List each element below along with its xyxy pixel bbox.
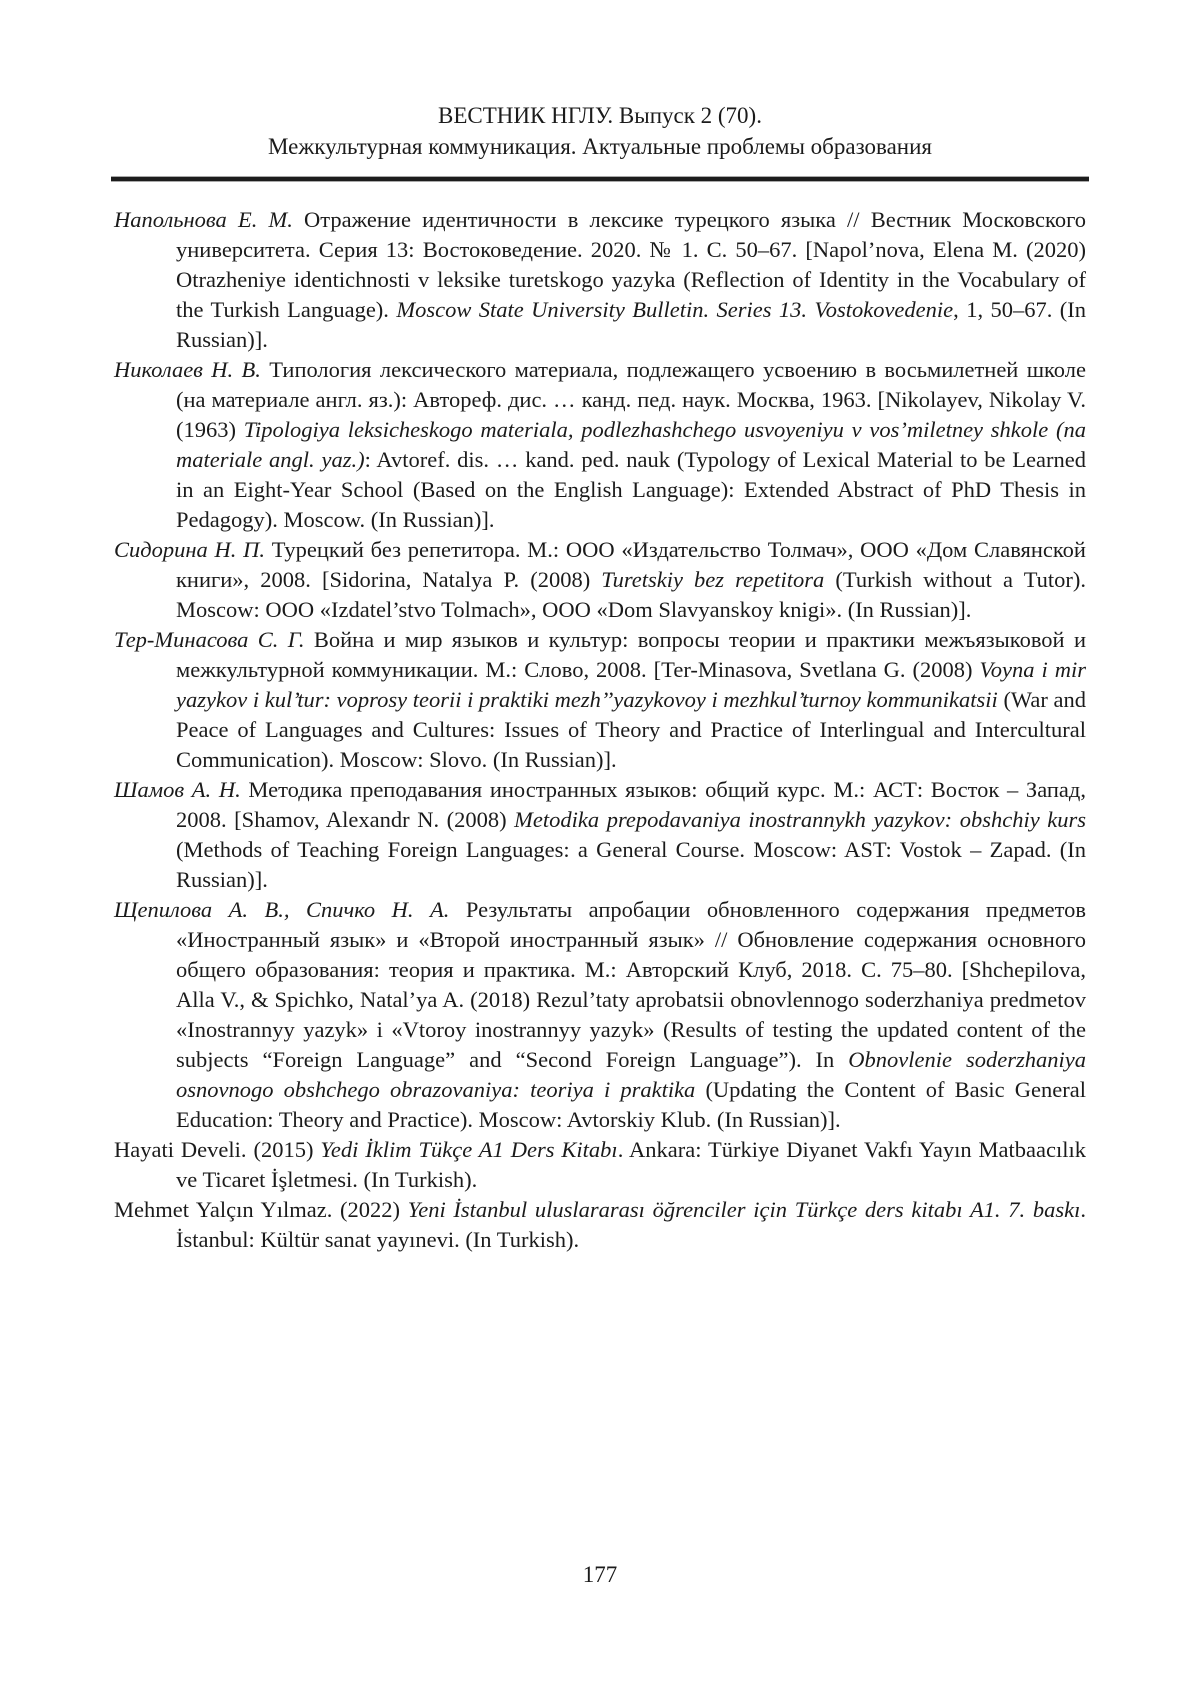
reference-entry bbox=[114, 205, 1086, 355]
reference-italic-segment: Yedi İklim Tükçe A1 Ders Kitabı bbox=[320, 1137, 618, 1162]
reference-text-segment: (Updating the Content of Basic General Education: Theory and Practice). Moscow: Avtorskiy Klub. (In Russian)]. bbox=[176, 1077, 1086, 1132]
reference-text-segment: (War and Peace of Languages and Cultures: Issues of Theory and Practice of Interlingual and Intercultural Communication). Moscow: Slovo. (In Russian)]. bbox=[176, 687, 1086, 772]
reference-italic-segment: Напольнова Е. М. bbox=[114, 207, 293, 232]
reference-text-segment: (Turkish without a Tutor). Moscow: OOO «Izdatel’stvo Tolmach», OOO «Dom Slavyanskoy knigi». (In Russian)]. bbox=[176, 567, 1087, 622]
reference-text-segment: Hayati Develi. (2015) bbox=[114, 1137, 321, 1162]
reference-italic-segment: Щепилова А. В., Спичко Н. А. bbox=[114, 897, 450, 922]
reference-italic-segment: Turetskiy bez repetitora bbox=[601, 567, 825, 592]
journal-title: ВЕСТНИК НГЛУ. Выпуск 2 (70). bbox=[438, 103, 762, 128]
reference-text-segment: Методика преподавания иностранных языков: общий курс. М.: АСТ: Восток – Запад, 2008. [Shamov, Alexandr N. (2008) bbox=[176, 777, 1086, 832]
reference-italic-segment: Yeni İstanbul uluslararası öğrenciler için Türkçe ders kitabı A1. 7. baskı bbox=[407, 1197, 1081, 1222]
reference-entry bbox=[114, 1195, 1086, 1255]
reference-italic-segment: Voyna i mir yazykov i kul’tur: voprosy teorii i praktiki mezh’’yazykovoy i mezhkul’turnoy kommunikatsii bbox=[176, 657, 1086, 712]
reference-text-segment: Война и мир языков и культур: вопросы теории и практики межъязыковой и межкультурной коммуникации. М.: Слово, 2008. [Ter-Minasova, Svetlana G. (2008) bbox=[176, 627, 1086, 682]
reference-text-segment: Турецкий без репетитора. М.: ООО «Издательство Толмач», ООО «Дом Славянской книги», 2008. [Sidorina, Natalya P. (2008) bbox=[176, 537, 1086, 592]
reference-italic-segment: Metodika prepodavaniya inostrannykh yazykov: obshchiy kurs bbox=[514, 807, 1086, 832]
reference-entry bbox=[114, 1135, 1086, 1195]
header-divider bbox=[111, 176, 1089, 182]
page-number: 177 bbox=[582, 1562, 618, 1587]
reference-italic-segment: Тер-Минасова С. Г. bbox=[114, 627, 305, 652]
reference-text-segment: Типология лексического материала, подлежащего усвоению в восьмилетней школе (на материале англ. яз.): Автореф. дис. … канд. пед. наук. Москва, 1963. [Nikolayev, Nikolay V. (1963) bbox=[176, 357, 1086, 442]
reference-text-segment: . Ankara: Türkiye Diyanet Vakfı Yayın Matbaacılık ve Ticaret İşletmesi. (In Turkish). bbox=[176, 1137, 1086, 1192]
reference-entry bbox=[114, 775, 1086, 895]
reference-italic-segment: Шамов А. Н. bbox=[114, 777, 241, 802]
references-list bbox=[114, 205, 1086, 1255]
reference-text-segment: : Avtoref. dis. … kand. ped. nauk (Typology of Lexical Material to be Learned in an Eight-Year School (Based on the English Language): Extended Abstract of PhD Thesis in Pedagogy). Moscow. (In Russian)]. bbox=[176, 447, 1087, 532]
reference-entry bbox=[114, 625, 1086, 775]
reference-text-segment: , 1, 50–67. (In Russian)]. bbox=[176, 297, 1086, 352]
reference-entry bbox=[114, 355, 1086, 535]
reference-italic-segment: Николаев Н. В. bbox=[114, 357, 261, 382]
reference-entry bbox=[114, 535, 1086, 625]
reference-italic-segment: Tipologiya leksicheskogo materiala, podlezhashchego usvoyeniyu v vos’miletney shkole (na materiale angl. yaz.) bbox=[176, 417, 1086, 472]
reference-entry bbox=[114, 895, 1086, 1135]
journal-subtitle: Межкультурная коммуникация. Актуальные проблемы образования bbox=[267, 134, 933, 159]
reference-text-segment: (Methods of Teaching Foreign Languages: a General Course. Moscow: AST: Vostok – Zapad. (In Russian)]. bbox=[176, 837, 1086, 892]
reference-italic-segment: Сидорина Н. П. bbox=[114, 537, 266, 562]
reference-italic-segment: Moscow State University Bulletin. Series 13. Vostokovedenie bbox=[396, 297, 954, 322]
reference-text-segment: . İstanbul: Kültür sanat yayınevi. (In Turkish). bbox=[176, 1197, 1086, 1252]
reference-italic-segment: Obnovlenie soderzhaniya osnovnogo obshchego obrazovaniya: teoriya i praktika bbox=[176, 1047, 1086, 1102]
reference-text-segment: Отражение идентичности в лексике турецкого языка // Вестник Московского университета. Серия 13: Востоковедение. 2020. № 1. С. 50–67. [Napol’nova, Elena M. (2020) Otrazheniye identichnosti v leksike turetskogo yazyka (Reflection of Identity in the Vocabulary of the Turkish Language). bbox=[176, 207, 1086, 322]
reference-text-segment: Mehmet Yalçın Yılmaz. (2022) bbox=[114, 1197, 408, 1222]
reference-text-segment: Результаты апробации обновленного содержания предметов «Иностранный язык» и «Второй иностранный язык» // Обновление содержания основного общего образования: теория и практика. М.: Авторский Клуб, 2018. С. 75–80. [Shchepilova, Alla V., & Spichko, Natal’ya A. (2018) Rezul’taty aprobatsii obnovlennogo soderzhaniya predmetov «Inostrannyy yazyk» i «Vtoroy inostrannyy yazyk» (Results of testing the updated content of the subjects “Foreign Language” and “Second Foreign Language”). In bbox=[176, 897, 1087, 1072]
page-header bbox=[0, 0, 1200, 162]
